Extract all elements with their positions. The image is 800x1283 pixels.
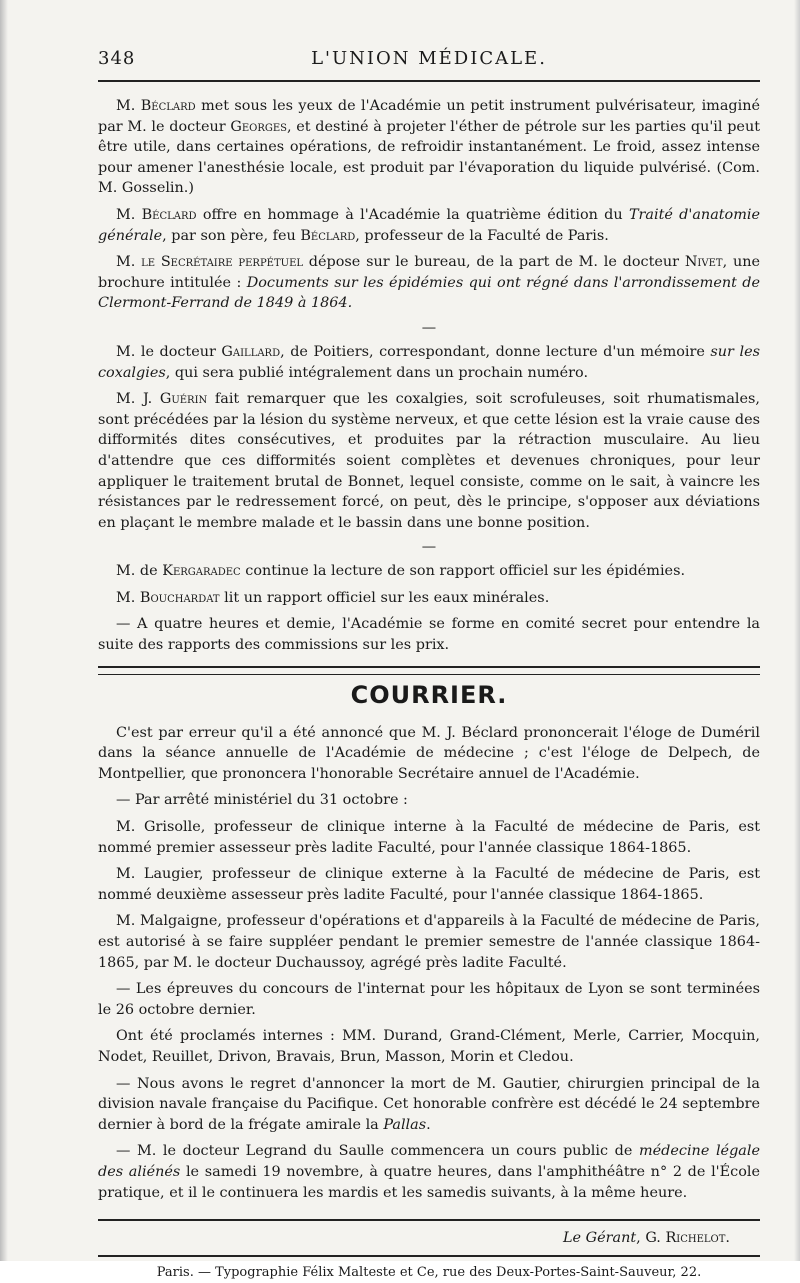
section-double-rule <box>98 666 760 675</box>
section-separator: — <box>421 539 437 556</box>
courrier-legrand-du-saulle: — M. le docteur Legrand du Saulle commencera un cours public de médecine légale des aliénés le samedi 19 novembre, à quatre heures, dans l'amphithéâtre n° 2 de l'École pratique, et il le continuera les mardis et les samedis suivants, à la même heure. <box>98 1143 760 1201</box>
footer-rule <box>98 1255 760 1257</box>
paragraph-beclard-traite: M. Béclard offre en hommage à l'Académie la quatrième édition du Traité d'anatomie générale, par son père, feu Béclard, professeur de la Faculté de Paris. <box>98 206 760 244</box>
article-body <box>98 96 760 1283</box>
paragraph-bouchardat: M. Bouchardat lit un rapport officiel sur les eaux minérales. <box>116 589 550 606</box>
header-rule <box>98 80 760 82</box>
section-separator: — <box>421 319 437 336</box>
paragraph-kergaradec: M. de Kergaradec continue la lecture de son rapport officiel sur les épidémies. <box>116 563 686 580</box>
signature-rule <box>98 1219 760 1221</box>
courrier-malgaigne: M. Malgaigne, professeur d'opérations et d'appareils à la Faculté de médecine de Paris, est autorisé à se faire suppléer pendant le premier semestre de l'année classique 1864-1865, par M. le docteur Duchaussoy, agrégé près ladite Faculté. <box>98 913 760 971</box>
printer-imprint: Paris. — Typographie Félix Malteste et Ce, rue des Deux-Portes-Saint-Sauveur, 22. <box>156 1265 702 1281</box>
paragraph-gaillard: M. le docteur Gaillard, de Poitiers, correspondant, donne lecture d'un mémoire sur les coxalgies, qui sera publié intégralement dans un prochain numéro. <box>98 343 760 381</box>
paragraph-beclard-instrument: M. Béclard met sous les yeux de l'Académie un petit instrument pulvérisateur, imaginé par M. le docteur Georges, et destiné à projeter l'éther de pétrole sur les parties qu'il peut être utile, dans certaines opérations, de refroidir instantanément. Le froid, assez intense pour amener l'anesthésie locale, est produit par l'évaporation du liquide pulvérisé. (Com. M. Gosselin.) <box>98 98 760 197</box>
courrier-internes-proclames: Ont été proclamés internes : MM. Durand, Grand-Clément, Merle, Carrier, Mocquin, Nodet, Reuillet, Drivon, Bravais, Brun, Masson, Morin et Cledou. <box>98 1028 760 1065</box>
page-header <box>98 48 760 74</box>
page-number: 348 <box>98 48 136 69</box>
paragraph-comite-secret: — A quatre heures et demie, l'Académie se forme en comité secret pour entendre la suite des rapports des commissions sur les prix. <box>98 616 760 654</box>
courrier-gautier: — Nous avons le regret d'annoncer la mort de M. Gautier, chirurgien principal de la division navale française du Pacifique. Cet honorable confrère est décédé le 24 septembre dernier à bord de la frégate amirale la Pallas. <box>98 1075 760 1133</box>
courrier-eloge: C'est par erreur qu'il a été annoncé que M. J. Béclard prononcerait l'éloge de Duméril dans la séance annuelle de l'Académie de médecine ; c'est l'éloge de Delpech, de Montpellier, que prononcera l'honorable Secrétaire annuel de l'Académie. <box>98 724 760 782</box>
courrier-arrete: — Par arrêté ministériel du 31 octobre : <box>116 792 408 809</box>
journal-title: L'UNION MÉDICALE. <box>311 48 547 69</box>
courrier-heading: COURRIER. <box>350 680 508 709</box>
courrier-laugier: M. Laugier, professeur de clinique externe à la Faculté de médecine de Paris, est nommé deuxième assesseur près ladite Faculté, pour l'année classique 1864-1865. <box>98 866 760 903</box>
courrier-internat-lyon: — Les épreuves du concours de l'internat pour les hôpitaux de Lyon se sont terminées le 26 octobre dernier. <box>98 981 760 1018</box>
courrier-grisolle: M. Grisolle, professeur de clinique interne à la Faculté de médecine de Paris, est nommé premier assesseur près ladite Faculté, pour l'année classique 1864-1865. <box>98 819 760 856</box>
paragraph-secretaire-brochure: M. le Secrétaire perpétuel dépose sur le bureau, de la part de M. le docteur Nivet, une brochure intitulée : Documents sur les épidémies qui ont régné dans l'arrondissement de Clermont-Ferrand de 1849 à 1864. <box>98 254 760 312</box>
paragraph-guerin: M. J. Guérin fait remarquer que les coxalgies, soit scrofuleuses, soit rhumatismales, sont précédées par la lésion du système nerveux, et que cette lésion est la vraie cause des difformités dites consécutives, et produites par la rétraction musculaire. Au lieu d'attendre que ces difformités soient complètes et devenues chroniques, pour leur appliquer le traitement brutal de Bonnet, lequel consiste, comme on le sait, à vaincre les résistances par le redressement forcé, on peut, dès le principe, s'opposer aux déviations en plaçant le membre malade et le bassin dans une bonne position. <box>98 391 760 531</box>
gerant-signature: Le Gérant, G. Richelot. <box>563 1230 730 1247</box>
